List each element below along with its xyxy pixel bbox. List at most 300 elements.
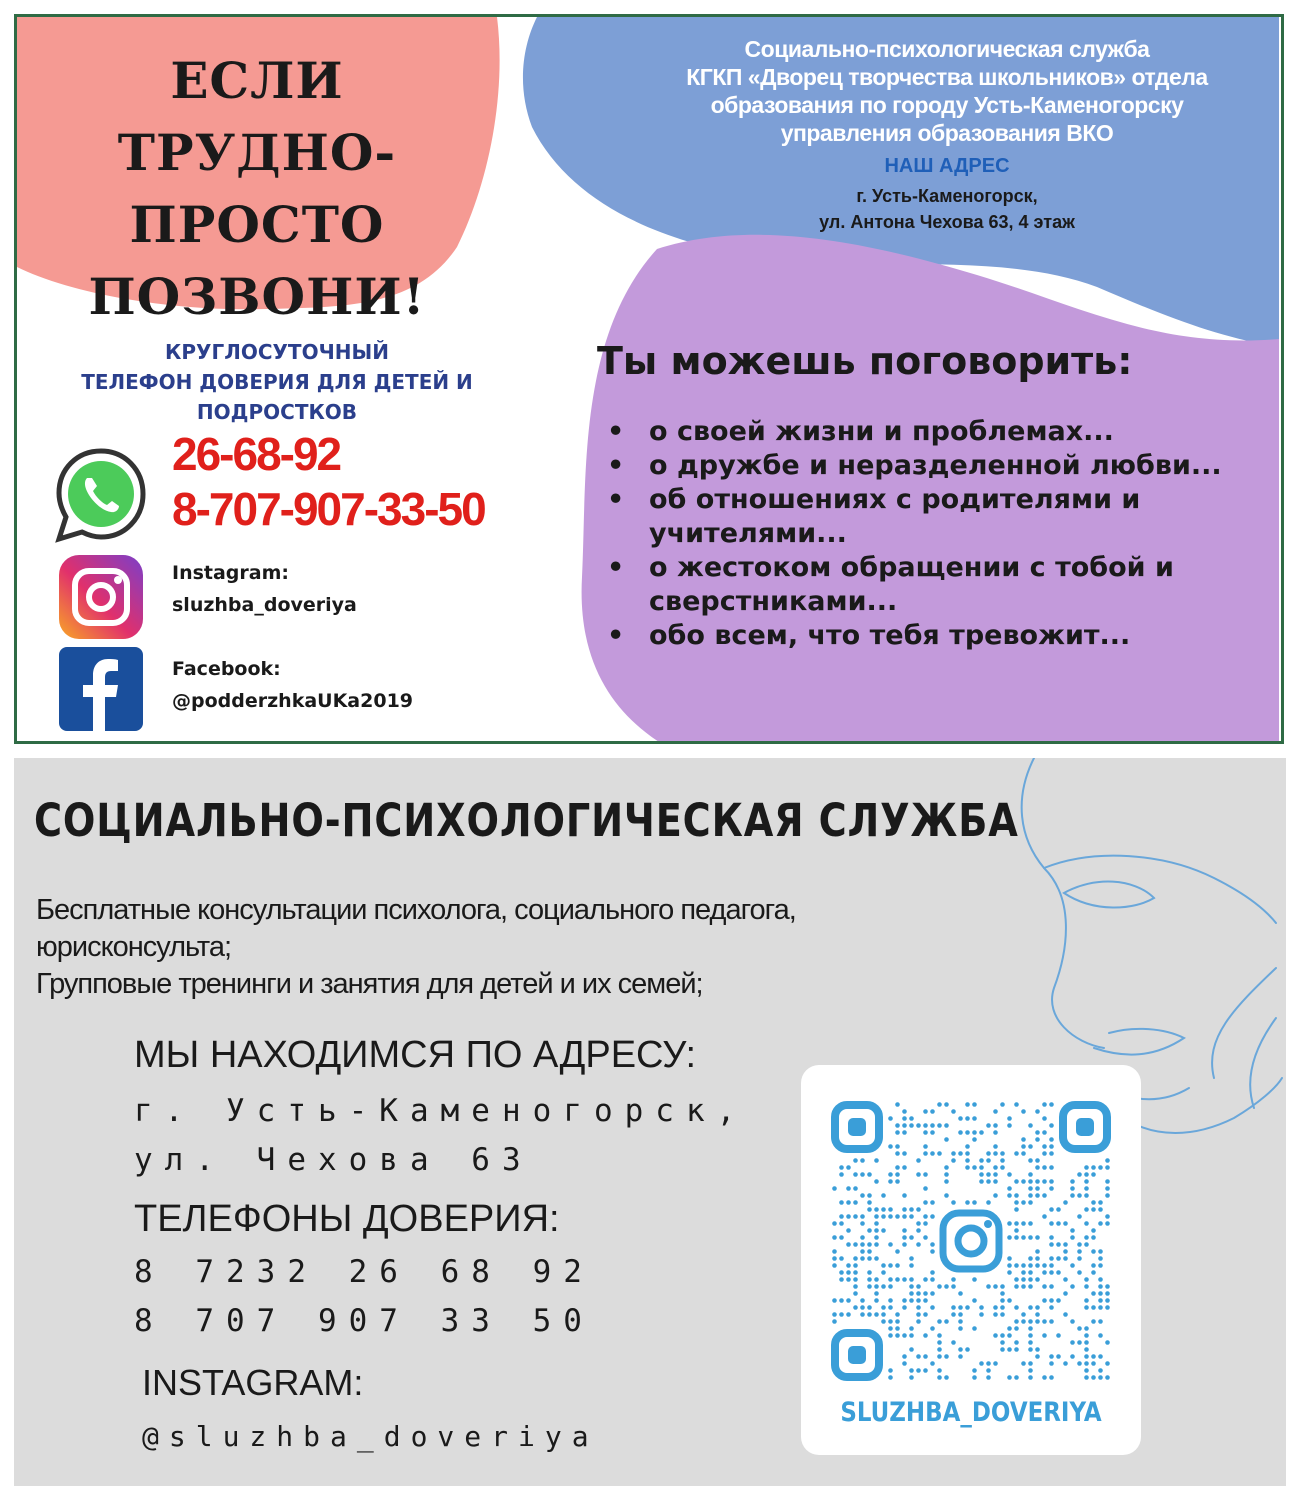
qr-dot xyxy=(867,1228,872,1233)
qr-dot xyxy=(853,1256,858,1261)
qr-dot xyxy=(1000,1165,1005,1170)
qr-dot xyxy=(923,1200,928,1205)
phone-number-mobile[interactable]: 8-707-907-33-50 xyxy=(172,483,485,535)
service-title: СОЦИАЛЬНО-ПСИХОЛОГИЧЕСКАЯ СЛУЖБА xyxy=(34,794,1019,847)
qr-dot xyxy=(895,1144,900,1149)
qr-dot xyxy=(1007,1116,1012,1121)
qr-dot xyxy=(888,1207,893,1212)
qr-dot xyxy=(1056,1256,1061,1261)
qr-dot xyxy=(1035,1312,1040,1317)
qr-dot xyxy=(1049,1186,1054,1191)
qr-dot xyxy=(895,1263,900,1268)
qr-dot xyxy=(1014,1305,1019,1310)
qr-dot xyxy=(1105,1284,1110,1289)
qr-dot xyxy=(1021,1270,1026,1275)
qr-dot xyxy=(902,1228,907,1233)
qr-dot xyxy=(1063,1242,1068,1247)
qr-dot xyxy=(1063,1200,1068,1205)
qr-dot xyxy=(1049,1102,1054,1107)
qr-dot xyxy=(1084,1347,1089,1352)
qr-dot xyxy=(1028,1347,1033,1352)
qr-dot xyxy=(888,1214,893,1219)
description-line: юрисконсульта; xyxy=(36,931,232,963)
qr-dot xyxy=(951,1305,956,1310)
qr-dot xyxy=(965,1102,970,1107)
qr-dot xyxy=(993,1305,998,1310)
qr-dot xyxy=(1028,1235,1033,1240)
qr-dot xyxy=(1049,1284,1054,1289)
qr-dot xyxy=(972,1137,977,1142)
qr-dot xyxy=(930,1123,935,1128)
qr-dot xyxy=(1028,1319,1033,1324)
qr-dot xyxy=(1035,1130,1040,1135)
qr-dot xyxy=(1091,1263,1096,1268)
phone-number-mobile[interactable]: 8 707 907 33 50 xyxy=(134,1303,594,1339)
qr-dot xyxy=(874,1242,879,1247)
qr-dot xyxy=(867,1270,872,1275)
qr-dot xyxy=(853,1158,858,1163)
qr-finder-top-left-center xyxy=(848,1118,866,1136)
qr-dot xyxy=(846,1242,851,1247)
qr-dot xyxy=(1077,1214,1082,1219)
qr-dot xyxy=(986,1200,991,1205)
qr-dot xyxy=(881,1312,886,1317)
qr-dot xyxy=(902,1151,907,1156)
qr-dot xyxy=(909,1326,914,1331)
qr-logo-dot xyxy=(984,1220,992,1228)
qr-dot xyxy=(993,1193,998,1198)
qr-dot xyxy=(1063,1312,1068,1317)
qr-dot xyxy=(909,1347,914,1352)
qr-dot xyxy=(888,1305,893,1310)
qr-dot xyxy=(1084,1193,1089,1198)
talk-title: Ты можешь поговорить: xyxy=(597,339,1133,383)
qr-dot xyxy=(923,1354,928,1359)
qr-dot xyxy=(951,1158,956,1163)
qr-dot xyxy=(1021,1151,1026,1156)
qr-dot xyxy=(881,1319,886,1324)
qr-dot xyxy=(1084,1165,1089,1170)
qr-dot xyxy=(923,1144,928,1149)
qr-dot xyxy=(1084,1179,1089,1184)
qr-dot xyxy=(1077,1340,1082,1345)
qr-dot xyxy=(867,1193,872,1198)
qr-dot xyxy=(1014,1326,1019,1331)
qr-dot xyxy=(986,1158,991,1163)
qr-dot xyxy=(1056,1354,1061,1359)
qr-dot xyxy=(1042,1151,1047,1156)
qr-dot xyxy=(902,1235,907,1240)
qr-dot xyxy=(874,1291,879,1296)
qr-dot xyxy=(1014,1193,1019,1198)
qr-dot xyxy=(895,1123,900,1128)
qr-dot xyxy=(930,1242,935,1247)
instagram-handle[interactable]: @sluzhba_doveriya xyxy=(142,1420,599,1453)
qr-dot xyxy=(888,1116,893,1121)
qr-dot xyxy=(1021,1179,1026,1184)
qr-dot xyxy=(1035,1319,1040,1324)
qr-dot xyxy=(1091,1172,1096,1177)
phone-number-city[interactable]: 26-68-92 xyxy=(172,428,341,480)
qr-dot xyxy=(1091,1361,1096,1366)
qr-dot xyxy=(930,1109,935,1114)
qr-dot xyxy=(986,1123,991,1128)
talk-topics-list xyxy=(607,415,1267,653)
qr-dot xyxy=(902,1354,907,1359)
address xyxy=(617,183,1277,235)
qr-dot xyxy=(1007,1333,1012,1338)
facebook-icon[interactable] xyxy=(59,647,143,731)
qr-dot xyxy=(902,1242,907,1247)
qr-dot xyxy=(832,1319,837,1324)
qr-dot xyxy=(1098,1291,1103,1296)
qr-dot xyxy=(1070,1284,1075,1289)
qr-dot xyxy=(972,1200,977,1205)
qr-dot xyxy=(1035,1305,1040,1310)
qr-dot xyxy=(1042,1193,1047,1198)
qr-dot xyxy=(888,1319,893,1324)
qr-dot xyxy=(1049,1123,1054,1128)
qr-dot xyxy=(937,1375,942,1380)
qr-dot xyxy=(1014,1179,1019,1184)
qr-dot xyxy=(1084,1333,1089,1338)
qr-dot xyxy=(937,1284,942,1289)
qr-dot xyxy=(1091,1165,1096,1170)
qr-dot xyxy=(1021,1221,1026,1226)
qr-dot xyxy=(860,1305,865,1310)
qr-dot xyxy=(930,1249,935,1254)
qr-dot xyxy=(979,1158,984,1163)
qr-dot xyxy=(1014,1340,1019,1345)
facebook-handle[interactable]: @podderzhkaUKa2019 xyxy=(172,690,414,712)
qr-dot xyxy=(1007,1172,1012,1177)
qr-dot xyxy=(1007,1235,1012,1240)
qr-dot xyxy=(1070,1179,1075,1184)
qr-dot xyxy=(1042,1214,1047,1219)
qr-dot xyxy=(1070,1354,1075,1359)
qr-dot xyxy=(839,1270,844,1275)
qr-dot xyxy=(860,1172,865,1177)
qr-dot xyxy=(1021,1109,1026,1114)
org-line: управления образования ВКО xyxy=(780,120,1114,146)
qr-dot xyxy=(1028,1284,1033,1289)
qr-dot xyxy=(1084,1284,1089,1289)
qr-dot xyxy=(832,1235,837,1240)
qr-dot xyxy=(916,1368,921,1373)
qr-dot xyxy=(916,1312,921,1317)
qr-dot xyxy=(1105,1214,1110,1219)
qr-dot xyxy=(1070,1193,1075,1198)
qr-dot xyxy=(1028,1305,1033,1310)
qr-dot xyxy=(923,1186,928,1191)
qr-dot xyxy=(881,1193,886,1198)
qr-dot xyxy=(958,1312,963,1317)
qr-dot xyxy=(1028,1186,1033,1191)
qr-dot xyxy=(846,1200,851,1205)
qr-dot xyxy=(1077,1361,1082,1366)
qr-dot xyxy=(923,1109,928,1114)
qr-dot xyxy=(1042,1375,1047,1380)
qr-dot xyxy=(1105,1158,1110,1163)
address-line: г. Усть-Каменогорск, xyxy=(856,186,1038,206)
qr-dot xyxy=(839,1298,844,1303)
qr-dot xyxy=(867,1249,872,1254)
qr-dot xyxy=(930,1214,935,1219)
qr-dot xyxy=(1098,1221,1103,1226)
description-line: Бесплатные консультации психолога, социального педагога, xyxy=(36,894,796,926)
qr-dot xyxy=(909,1123,914,1128)
qr-dot xyxy=(1070,1228,1075,1233)
qr-dot xyxy=(874,1214,879,1219)
qr-dot xyxy=(923,1151,928,1156)
qr-dot xyxy=(860,1256,865,1261)
headline-line: ПОЗВОНИ! xyxy=(88,267,426,326)
qr-dot xyxy=(874,1277,879,1282)
qr-dot xyxy=(916,1319,921,1324)
description-line: Групповые тренинги и занятия для детей и их семей; xyxy=(36,968,703,1000)
service-card xyxy=(14,758,1286,1486)
qr-dot xyxy=(902,1214,907,1219)
qr-dot xyxy=(1091,1200,1096,1205)
phones-heading: ТЕЛЕФОНЫ ДОВЕРИЯ: xyxy=(134,1198,560,1240)
qr-dot xyxy=(1042,1165,1047,1170)
qr-dot xyxy=(923,1368,928,1373)
qr-dot xyxy=(1049,1256,1054,1261)
qr-dot xyxy=(916,1242,921,1247)
qr-dot xyxy=(1084,1235,1089,1240)
qr-dot xyxy=(846,1165,851,1170)
qr-dot xyxy=(1007,1123,1012,1128)
qr-dot xyxy=(909,1214,914,1219)
qr-dot xyxy=(1035,1186,1040,1191)
qr-dot xyxy=(1084,1186,1089,1191)
qr-dot xyxy=(909,1207,914,1212)
qr-dot xyxy=(1070,1263,1075,1268)
qr-dot xyxy=(972,1298,977,1303)
qr-dot xyxy=(930,1270,935,1275)
qr-dot xyxy=(888,1242,893,1247)
qr-dot xyxy=(1035,1179,1040,1184)
whatsapp-icon[interactable] xyxy=(51,445,151,545)
qr-dot xyxy=(832,1312,837,1317)
qr-dot xyxy=(1000,1347,1005,1352)
qr-dot xyxy=(832,1263,837,1268)
qr-dot xyxy=(1000,1298,1005,1303)
qr-dot xyxy=(916,1228,921,1233)
qr-dot xyxy=(923,1123,928,1128)
qr-dot xyxy=(993,1144,998,1149)
qr-dot xyxy=(902,1116,907,1121)
address-line-street: ул. Чехова 63 xyxy=(134,1142,533,1178)
qr-dot xyxy=(1063,1291,1068,1296)
qr-dot xyxy=(1077,1326,1082,1331)
qr-dot xyxy=(1014,1375,1019,1380)
qr-dot xyxy=(846,1298,851,1303)
qr-dot xyxy=(895,1172,900,1177)
qr-dot xyxy=(930,1200,935,1205)
qr-dot xyxy=(1021,1312,1026,1317)
qr-dot xyxy=(1014,1235,1019,1240)
qr-dot xyxy=(1035,1137,1040,1142)
qr-dot xyxy=(1049,1298,1054,1303)
qr-dot xyxy=(895,1277,900,1282)
qr-dot xyxy=(909,1291,914,1296)
qr-dot xyxy=(944,1137,949,1142)
qr-dot xyxy=(1056,1242,1061,1247)
qr-dot xyxy=(1035,1277,1040,1282)
qr-dot xyxy=(1077,1256,1082,1261)
qr-dot xyxy=(881,1305,886,1310)
qr-dot xyxy=(909,1375,914,1380)
qr-dot xyxy=(958,1130,963,1135)
qr-dot xyxy=(1077,1193,1082,1198)
qr-dot xyxy=(881,1270,886,1275)
qr-dot xyxy=(1021,1284,1026,1289)
qr-dot xyxy=(1105,1165,1110,1170)
qr-dot xyxy=(895,1179,900,1184)
qr-dot xyxy=(916,1172,921,1177)
address-line-city: г. Усть-Каменогорск, xyxy=(134,1093,748,1129)
instagram-icon[interactable] xyxy=(57,553,145,641)
org-line: КГКП «Дворец творчества школьников» отдела xyxy=(686,64,1208,90)
qr-dot xyxy=(930,1305,935,1310)
qr-dot xyxy=(881,1228,886,1233)
qr-dot xyxy=(874,1228,879,1233)
qr-dot xyxy=(867,1284,872,1289)
list-item: • обо всем, что тебя тревожит... xyxy=(607,619,1267,653)
qr-dot xyxy=(832,1186,837,1191)
headline-line: ЕСЛИ ТРУДНО- xyxy=(117,51,397,182)
qr-dot xyxy=(895,1319,900,1324)
qr-dot xyxy=(1084,1326,1089,1331)
qr-dot xyxy=(888,1326,893,1331)
qr-dot xyxy=(930,1291,935,1296)
qr-dot xyxy=(1056,1207,1061,1212)
qr-dot xyxy=(1049,1235,1054,1240)
qr-dot xyxy=(1028,1144,1033,1149)
qr-dot xyxy=(1028,1368,1033,1373)
qr-dot xyxy=(832,1256,837,1261)
qr-dot xyxy=(1021,1263,1026,1268)
qr-dot xyxy=(958,1305,963,1310)
qr-dot xyxy=(1084,1242,1089,1247)
qr-dot xyxy=(923,1333,928,1338)
service-description xyxy=(36,892,1036,1003)
qr-dot xyxy=(1014,1207,1019,1212)
qr-dot xyxy=(965,1116,970,1121)
qr-dot xyxy=(916,1354,921,1359)
qr-dot xyxy=(1035,1109,1040,1114)
qr-dot xyxy=(895,1165,900,1170)
qr-dot xyxy=(1098,1319,1103,1324)
qr-dot xyxy=(958,1347,963,1352)
qr-dot xyxy=(888,1144,893,1149)
qr-code-icon[interactable] xyxy=(831,1101,1111,1381)
qr-dot xyxy=(846,1312,851,1317)
qr-dot xyxy=(1098,1284,1103,1289)
instagram-handle[interactable]: sluzhba_doveriya xyxy=(172,594,357,616)
qr-dot xyxy=(1098,1333,1103,1338)
qr-dot xyxy=(930,1277,935,1282)
qr-dot xyxy=(846,1277,851,1282)
qr-dot xyxy=(937,1333,942,1338)
qr-dot xyxy=(937,1354,942,1359)
qr-dot xyxy=(895,1333,900,1338)
qr-dot xyxy=(916,1123,921,1128)
qr-dot xyxy=(1077,1242,1082,1247)
qr-dot xyxy=(895,1214,900,1219)
qr-dot xyxy=(951,1109,956,1114)
qr-dot xyxy=(944,1193,949,1198)
qr-dot xyxy=(1098,1354,1103,1359)
qr-dot xyxy=(1035,1263,1040,1268)
qr-dot xyxy=(937,1151,942,1156)
qr-dot xyxy=(853,1172,858,1177)
qr-dot xyxy=(1042,1333,1047,1338)
qr-dot xyxy=(888,1284,893,1289)
address-line: ул. Антона Чехова 63, 4 этаж xyxy=(819,212,1075,232)
qr-dot xyxy=(993,1312,998,1317)
qr-dot xyxy=(965,1151,970,1156)
qr-dot xyxy=(1070,1319,1075,1324)
qr-dot xyxy=(1028,1263,1033,1268)
hotline-line: ТЕЛЕФОН ДОВЕРИЯ ДЛЯ ДЕТЕЙ И xyxy=(81,370,473,394)
qr-dot xyxy=(986,1284,991,1289)
qr-dot xyxy=(951,1284,956,1289)
qr-dot xyxy=(993,1109,998,1114)
qr-dot xyxy=(1098,1368,1103,1373)
qr-dot xyxy=(1014,1221,1019,1226)
qr-finder-bottom-left-center xyxy=(848,1346,866,1364)
qr-dot xyxy=(965,1130,970,1135)
qr-dot xyxy=(867,1277,872,1282)
qr-dot xyxy=(944,1123,949,1128)
qr-card[interactable] xyxy=(801,1065,1141,1455)
qr-dot xyxy=(888,1172,893,1177)
qr-dot xyxy=(1021,1319,1026,1324)
qr-dot xyxy=(1091,1375,1096,1380)
qr-dot xyxy=(1021,1144,1026,1149)
qr-dot xyxy=(1007,1298,1012,1303)
qr-dot xyxy=(1098,1277,1103,1282)
qr-dot xyxy=(930,1361,935,1366)
qr-dot xyxy=(867,1305,872,1310)
qr-dot xyxy=(874,1235,879,1240)
qr-dot xyxy=(923,1291,928,1296)
qr-dot xyxy=(1084,1305,1089,1310)
qr-dot xyxy=(853,1291,858,1296)
qr-dot xyxy=(1084,1361,1089,1366)
qr-dot xyxy=(1042,1284,1047,1289)
qr-dot xyxy=(1028,1361,1033,1366)
qr-dot xyxy=(860,1312,865,1317)
qr-dot xyxy=(1098,1200,1103,1205)
qr-dot xyxy=(909,1263,914,1268)
qr-dot xyxy=(993,1130,998,1135)
qr-dot xyxy=(1098,1263,1103,1268)
facebook-info xyxy=(172,653,413,717)
qr-dot xyxy=(895,1312,900,1317)
qr-dot xyxy=(979,1305,984,1310)
qr-dot xyxy=(916,1305,921,1310)
qr-dot xyxy=(1000,1291,1005,1296)
qr-dot xyxy=(839,1200,844,1205)
qr-dot xyxy=(993,1123,998,1128)
qr-dot xyxy=(1028,1221,1033,1226)
qr-dot xyxy=(1049,1361,1054,1366)
phone-number-city[interactable]: 8 7232 26 68 92 xyxy=(134,1254,594,1290)
hotline-line: ПОДРОСТКОВ xyxy=(196,400,358,424)
